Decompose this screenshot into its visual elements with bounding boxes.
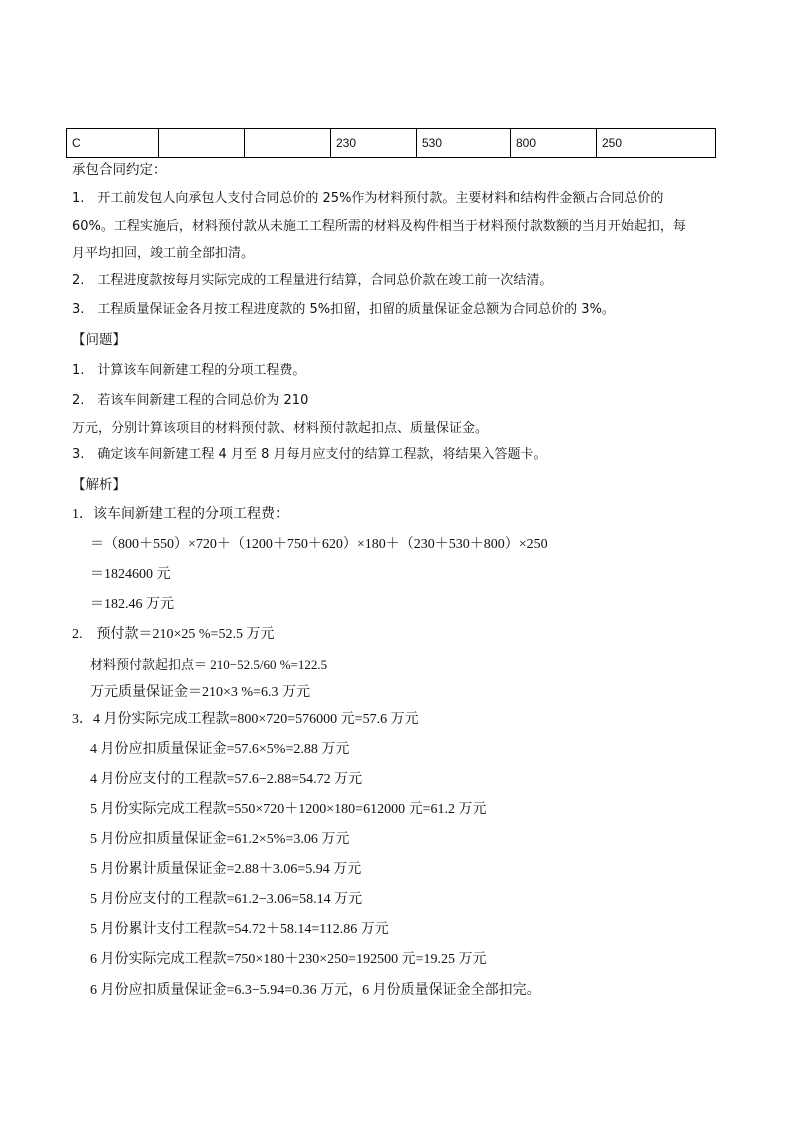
analysis-3-line-7: 5 月份应支付的工程款=61.2−3.06=58.14 万元 bbox=[90, 892, 363, 907]
analysis-3-line-6: 5 月份累计质量保证金=2.88＋3.06=5.94 万元 bbox=[90, 862, 362, 877]
analysis-2-line-3: 万元质量保证金＝210×3 %=6.3 万元 bbox=[90, 685, 310, 700]
analysis-3-line-2: 4 月份应扣质量保证金=57.6×5%=2.88 万元 bbox=[90, 742, 350, 757]
analysis-1-line-3: ＝182.46 万元 bbox=[90, 597, 174, 612]
table-cell bbox=[245, 129, 331, 158]
contract-item-2: 2. 工程进度款按每月实际完成的工程量进行结算，合同总价款在竣工前一次结清。 bbox=[72, 273, 553, 288]
question-2-line-1: 2. 若该车间新建工程的合同总价为 210 bbox=[72, 393, 309, 408]
analysis-3-line-5: 5 月份应扣质量保证金=61.2×5%=3.06 万元 bbox=[90, 832, 350, 847]
table-row bbox=[67, 129, 716, 158]
question-3: 3. 确定该车间新建工程 4 月至 8 月每月应支付的结算工程款，将结果入答题卡。 bbox=[72, 447, 547, 462]
contract-item-3: 3. 工程质量保证金各月按工程进度款的 5%扣留，扣留的质量保证金总额为合同总价的 3%。 bbox=[72, 302, 615, 317]
analysis-1-title: 1．该车间新建工程的分项工程费： bbox=[72, 507, 289, 522]
table-cell: C bbox=[67, 129, 159, 158]
quantity-table bbox=[66, 128, 716, 158]
contract-item-1-line-3: 月平均扣回，竣工前全部扣清。 bbox=[72, 246, 255, 261]
analysis-3-line-10: 6 月份应扣质量保证金=6.3−5.94=0.36 万元，6 月份质量保证金全部扣完。 bbox=[90, 983, 541, 998]
question-2-line-2: 万元，分别计算该项目的材料预付款、材料预付款起扣点、质量保证金。 bbox=[72, 421, 489, 436]
table-cell: 230 bbox=[331, 129, 417, 158]
analysis-1-line-2: ＝1824600 元 bbox=[90, 567, 171, 582]
analysis-2-line-1: 2. 预付款＝210×25 %=52.5 万元 bbox=[72, 627, 275, 642]
analysis-3-line-8: 5 月份累计支付工程款=54.72＋58.14=112.86 万元 bbox=[90, 922, 389, 937]
analysis-2-line-2: 材料预付款起扣点＝ 210−52.5/60 %=122.5 bbox=[90, 657, 328, 672]
table-cell bbox=[159, 129, 245, 158]
table-cell: 800 bbox=[511, 129, 597, 158]
table-cell: 530 bbox=[417, 129, 511, 158]
analysis-3-line-1: 3．4 月份实际完成工程款=800×720=576000 元=57.6 万元 bbox=[72, 712, 419, 727]
question-1: 1. 计算该车间新建工程的分项工程费。 bbox=[72, 363, 306, 378]
analysis-3-line-9: 6 月份实际完成工程款=750×180＋230×250=192500 元=19.25 万元 bbox=[90, 952, 487, 967]
table-cell: 250 bbox=[597, 129, 716, 158]
analysis-3-line-3: 4 月份应支付的工程款=57.6−2.88=54.72 万元 bbox=[90, 772, 363, 787]
contract-item-1-line-1: 1. 开工前发包人向承包人支付合同总价的 25%作为材料预付款。主要材料和结构件金额占合同总价的 bbox=[72, 191, 664, 206]
contract-item-1-line-2: 60%。工程实施后，材料预付款从未施工工程所需的材料及构件相当于材料预付款数额的当月开始起扣，每 bbox=[72, 219, 686, 234]
analysis-heading: 【解析】 bbox=[72, 477, 126, 493]
contract-heading: 承包合同约定： bbox=[72, 162, 167, 178]
analysis-3-line-4: 5 月份实际完成工程款=550×720＋1200×180=612000 元=61.2 万元 bbox=[90, 802, 487, 817]
analysis-1-line-1: ＝（800＋550）×720＋（1200＋750＋620）×180＋（230＋530＋800）×250 bbox=[90, 537, 548, 552]
questions-heading: 【问题】 bbox=[72, 332, 126, 348]
